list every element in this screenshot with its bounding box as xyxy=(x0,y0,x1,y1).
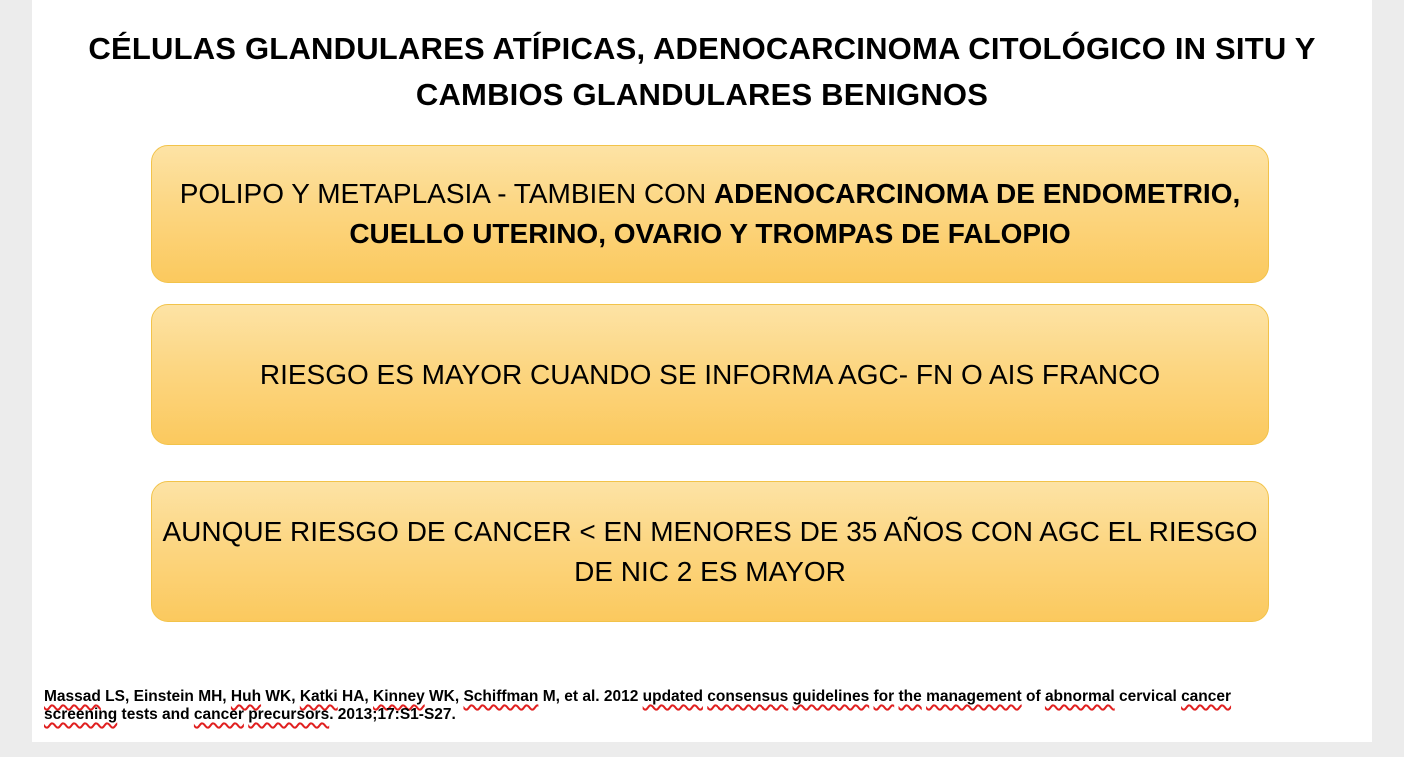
info-box-riesgo-nic2-line-1: AUNQUE RIESGO DE CANCER < EN MENORES DE 35 AÑOS CON AGC EL RIESGO xyxy=(162,515,1258,547)
reference-citation xyxy=(44,688,1364,724)
citation-word-spellcheck: Kinney xyxy=(373,688,425,705)
citation-word-spellcheck: for xyxy=(873,688,895,705)
citation-word-spellcheck: cancer xyxy=(193,706,244,723)
citation-text: HA, xyxy=(337,688,374,705)
slide xyxy=(32,0,1372,742)
citation-text: WK, xyxy=(261,688,300,705)
info-box-polipo-bold-text: ADENOCARCINOMA DE ENDOMETRIO, xyxy=(713,178,1241,209)
citation-text: cervical xyxy=(1114,688,1182,705)
slide-title xyxy=(32,26,1372,118)
reference-citation-line-2 xyxy=(44,706,1364,724)
info-box-polipo-line-1 xyxy=(180,174,1241,214)
info-box-polipo xyxy=(151,145,1269,283)
citation-word-spellcheck: screening xyxy=(44,706,118,723)
citation-word-spellcheck: the xyxy=(898,688,922,705)
info-box-riesgo-mayor-text: RIESGO ES MAYOR CUANDO SE INFORMA AGC- FN O AIS FRANCO xyxy=(259,358,1161,390)
citation-word-spellcheck: Katki xyxy=(299,688,338,705)
citation-text: WK, xyxy=(424,688,464,705)
citation-word-spellcheck: Schiffman xyxy=(463,688,539,705)
citation-word-spellcheck: cancer xyxy=(1181,688,1232,705)
reference-citation-line-1 xyxy=(44,688,1364,706)
info-box-riesgo-nic2-line-2: DE NIC 2 ES MAYOR xyxy=(574,555,846,587)
citation-text: tests and xyxy=(117,706,194,723)
info-box-riesgo-mayor xyxy=(151,304,1269,445)
citation-word-spellcheck: guidelines xyxy=(792,688,870,705)
citation-text: . 2013;17:S1-S27. xyxy=(329,706,456,723)
slide-title-line-2: CAMBIOS GLANDULARES BENIGNOS xyxy=(415,77,989,112)
info-box-polipo-bold-text-2: CUELLO UTERINO, OVARIO Y TROMPAS DE FALOPIO xyxy=(349,218,1071,249)
citation-text: of xyxy=(1021,688,1045,705)
citation-word-spellcheck: Huh xyxy=(230,688,262,705)
citation-word-spellcheck: precursors xyxy=(248,706,330,723)
info-box-riesgo-nic2 xyxy=(151,481,1269,622)
info-box-polipo-line-2 xyxy=(349,214,1070,254)
citation-text: M, et al. 2012 xyxy=(538,688,643,705)
citation-word-spellcheck: abnormal xyxy=(1044,688,1115,705)
citation-word-spellcheck: consensus xyxy=(707,688,789,705)
info-box-polipo-text: POLIPO Y METAPLASIA - TAMBIEN CON xyxy=(179,178,714,209)
citation-text: LS, Einstein MH, xyxy=(100,688,231,705)
citation-word-spellcheck: updated xyxy=(642,688,703,705)
slide-title-line-1: CÉLULAS GLANDULARES ATÍPICAS, ADENOCARCINOMA CITOLÓGICO IN SITU Y xyxy=(88,31,1316,66)
citation-word-spellcheck: management xyxy=(926,688,1022,705)
citation-word-spellcheck: Massad xyxy=(44,688,101,705)
